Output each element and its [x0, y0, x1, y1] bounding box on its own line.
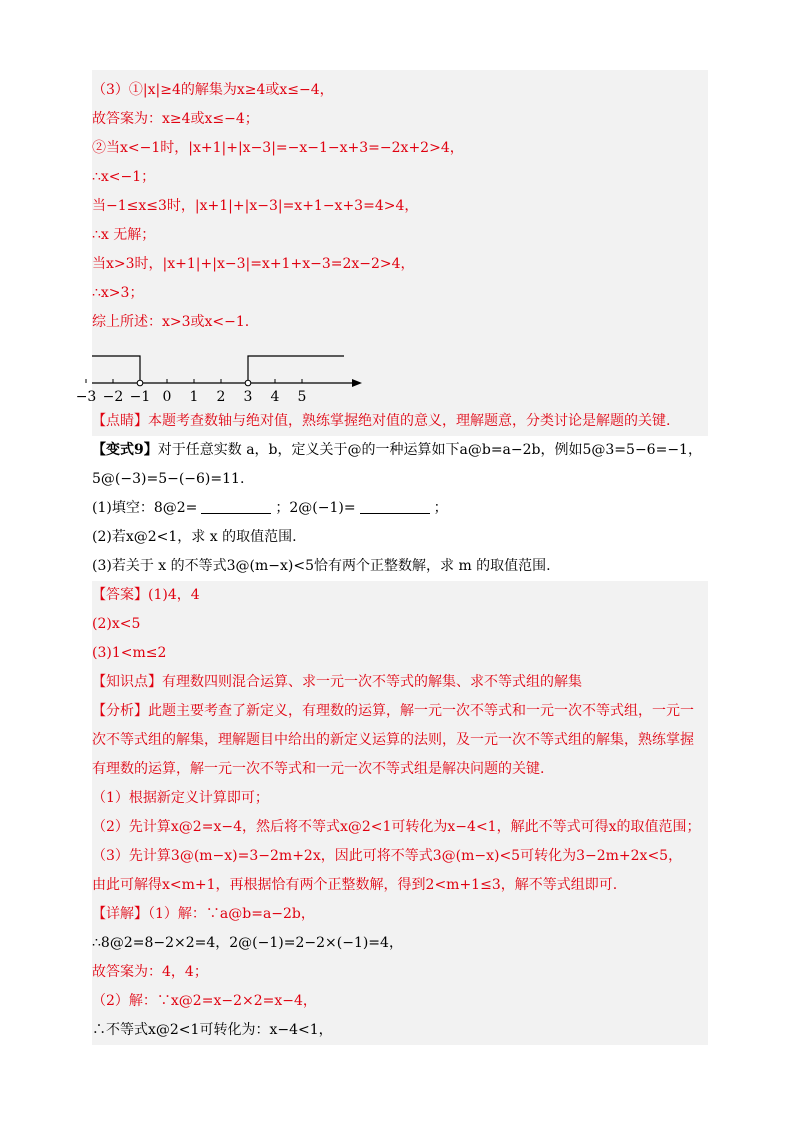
answer-line: 有理数的运算，解一元一次不等式和一元一次不等式组是解决问题的关键.	[92, 761, 545, 777]
answer-line: （2）先计算x@2=x−4，然后将不等式x@2<1可转化为x−4<1，解此不等式可得x的取值范围；	[92, 819, 701, 835]
solution-line: 当−1≤x≤3时，|x+1|+|x−3|=x+1−x+3=4>4，	[92, 198, 419, 214]
variant-q1	[92, 494, 708, 523]
answer-line: （1）根据新定义计算即可；	[92, 790, 269, 806]
solution-ray-left	[92, 356, 140, 383]
answer-line: 【详解】（1）解：∵a@b=a−2b，	[92, 906, 315, 922]
variant-q3: (3)若关于 x 的不等式3@(m−x)<5恰有两个正整数解，求 m 的取值范围.	[92, 558, 551, 574]
answer-line: 【分析】此题主要考查了新定义，有理数的运算，解一元一次不等式和一元一次不等式组，一元一	[92, 703, 694, 719]
comment-line: 【点睛】本题考查数轴与绝对值，熟练掌握绝对值的意义，理解题意，分类讨论是解题的关键.	[92, 413, 671, 429]
q1-part-b: ；2@(−1)=	[275, 500, 356, 516]
number-line-figure	[75, 337, 708, 407]
tick-label: −3	[75, 389, 97, 405]
variant-q2: (2)若x@2<1，求 x 的取值范围.	[92, 529, 297, 545]
solution-ray-right	[248, 356, 344, 383]
document-page	[75, 70, 708, 1045]
answer-blank	[201, 499, 271, 514]
answer-line: (3)1<m≤2	[92, 645, 167, 661]
tick-label: 1	[189, 389, 199, 405]
axis-arrow	[352, 379, 362, 387]
answer-line: （3）先计算3@(m−x)=3−2m+2x，因此可将不等式3@(m−x)<5可转化为3−2m+2x<5，	[92, 848, 683, 864]
tick-label: −2	[102, 389, 124, 405]
answer-block	[92, 581, 708, 1045]
solution-block-part3	[75, 70, 708, 436]
solution-line: ∴x>3；	[92, 285, 144, 301]
answer-blank	[360, 499, 430, 514]
solution-line: 当x>3时，|x+1|+|x−3|=x+1+x−3=2x−2>4，	[92, 256, 415, 272]
solution-line: 综上所述：x>3或x<−1.	[92, 314, 250, 330]
tick-label: 0	[162, 389, 172, 405]
tick-label: 2	[216, 389, 226, 405]
tick-label: 3	[243, 389, 253, 405]
number-line-svg	[75, 337, 708, 407]
answer-line: （2）解：∵x@2=x−2×2=x−4，	[92, 993, 317, 1009]
variant-line-2: 5@(−3)=5−(−6)=11.	[92, 471, 245, 487]
solution-line: 故答案为：x≥4或x≤−4；	[92, 111, 259, 127]
solution-line: ∴x<−1；	[92, 169, 156, 185]
answer-line: 次不等式组的解集，理解题目中给出的新定义运算的法则，及一元一次不等式组的解集，熟练掌握	[92, 732, 694, 748]
variant-problem	[92, 436, 708, 581]
answer-line: ∴不等式x@2<1可转化为：x−4<1，	[92, 1022, 333, 1038]
answer-line: 故答案为：4，4；	[92, 964, 208, 980]
solution-line: ②当x<−1时，|x+1|+|x−3|=−x−1−x+3=−2x+2>4，	[92, 140, 464, 156]
q1-part-c: ；	[433, 500, 448, 516]
answer-line: 【知识点】有理数四则混合运算、求一元一次不等式的解集、求不等式组的解集	[92, 674, 582, 690]
variant-text: 对于任意实数 a，b，定义关于@的一种运算如下a@b=a−2b，例如5@3=5−6=−1，	[157, 442, 702, 458]
variant-title: 【变式9】	[92, 442, 158, 458]
solution-line: （3）①|x|≥4的解集为x≥4或x≤−4，	[92, 82, 334, 98]
answer-line: ∴8@2=8−2×2=4，2@(−1)=2−2×(−1)=4，	[92, 935, 403, 951]
variant-line-1	[92, 436, 708, 465]
open-point	[137, 380, 143, 386]
tick-label: 4	[270, 389, 280, 405]
answer-line: 【答案】(1)4，4	[92, 587, 200, 603]
tick-label: −1	[129, 389, 151, 405]
solution-line: ∴x 无解；	[92, 227, 156, 243]
answer-line: (2)x<5	[92, 616, 141, 632]
tick-label: 5	[297, 389, 307, 405]
answer-line: 由此可解得x<m+1，再根据恰有两个正整数解，得到2<m+1≤3，解不等式组即可.	[92, 877, 618, 893]
q1-part-a: (1)填空：8@2=	[92, 500, 198, 516]
open-point	[245, 380, 251, 386]
